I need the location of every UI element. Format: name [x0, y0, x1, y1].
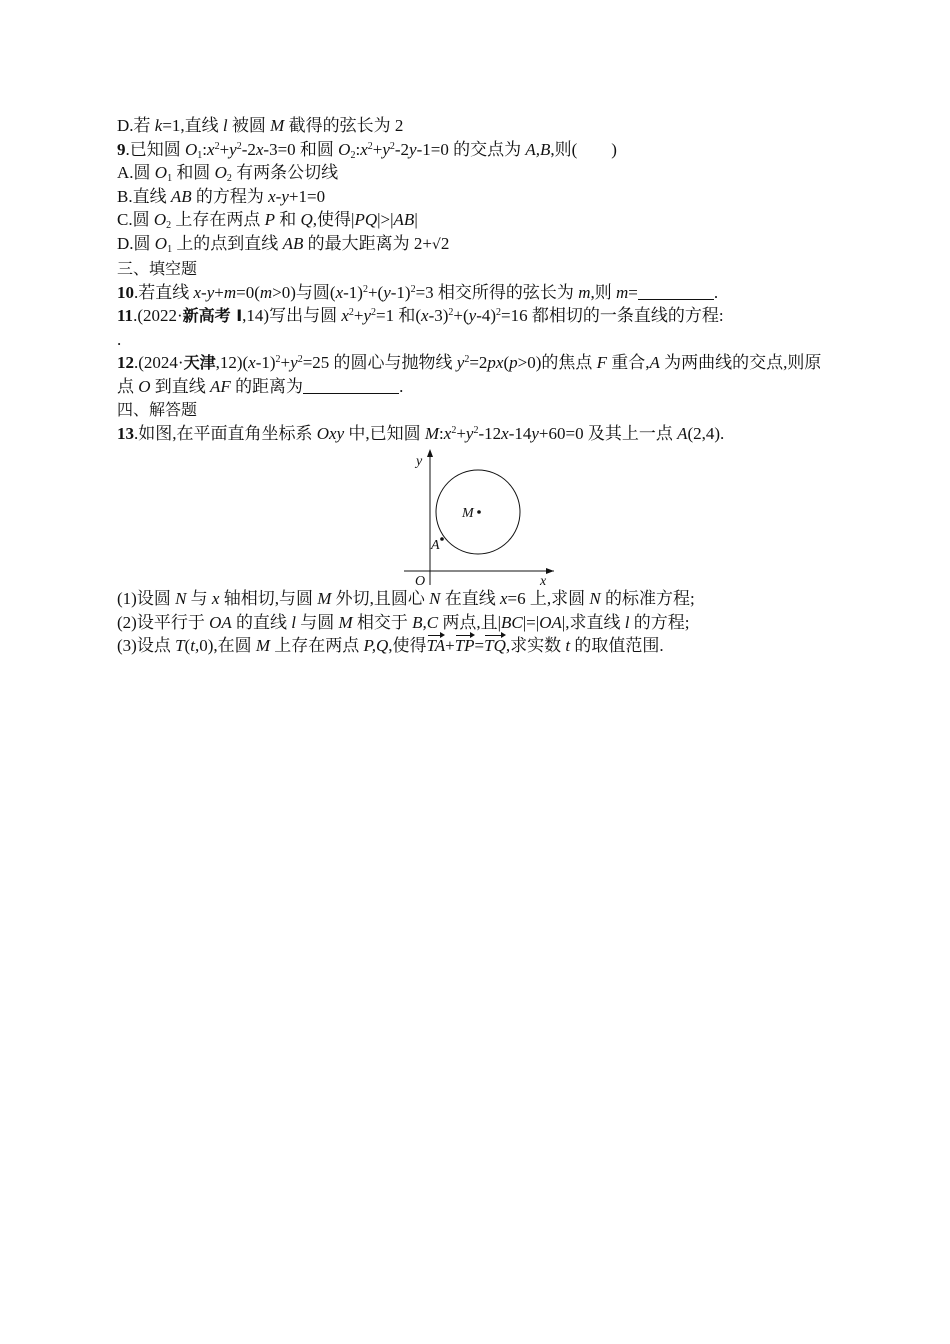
q9-option-d: D.圆 $O_1$ 上的点到直线 AB 的最大距离为 2+√2	[117, 233, 450, 255]
source-tag: 天津	[183, 353, 216, 372]
q12: 12.(2024·天津$,12)(x-1)^2+y^2=25$ 的圆心与抛物线 $y^2=2px(p>0)$的焦点 F 重合,A 为两曲线的交点,则原点 O 到直线 AF 的距离为 .	[117, 353, 822, 396]
center-point	[477, 510, 481, 514]
point-a-label: A	[431, 538, 440, 553]
section-heading-fill-in: 三、填空题	[117, 259, 198, 278]
x-axis-label: x	[540, 574, 547, 585]
document-page	[117, 114, 837, 658]
q11-tail: .	[117, 329, 122, 349]
answer-blank[interactable]	[303, 377, 399, 394]
q9-stem: 9.已知圆 $O_1:x^2+y^2-2x-3=0$ 和圆 $O_2:x^2+y^2-2y-1=0$ 的交点为 A,B,则( )	[117, 139, 617, 161]
question-number: 10	[117, 282, 134, 302]
q13-part-3: (3)设点 T(t,0),在圆 M 上存在两点 P,Q,使得TA+TP=TQ,求实数 t 的取值范围.	[117, 634, 837, 658]
center-label: M	[462, 506, 474, 521]
option-label: D.	[117, 116, 134, 135]
question-number: 12	[117, 353, 134, 372]
q10: 10.若直线 x-y+m=0(m>0)与圆$(x-1)^2+(y-1)^2=3$ 相交所得的弦长为 m,则 m= .	[117, 282, 719, 302]
q13-part-1: (1)设圆 N 与 x 轴相切,与圆 M 外切,且圆心 N 在直线 x=6 上,求圆 N 的标准方程;	[117, 589, 695, 608]
source-tag: 新高考 Ⅰ	[182, 306, 243, 325]
q13-stem: 13.如图,在平面直角坐标系 Oxy 中,已知圆 $M:x^2+y^2-12x-14y+60=0$ 及其上一点 A(2,4).	[117, 423, 725, 443]
circle-figure	[402, 445, 562, 585]
answer-blank[interactable]	[638, 283, 714, 300]
vector-ta: TA	[427, 634, 446, 658]
y-axis-arrow-icon	[427, 449, 433, 457]
question-number: 13	[117, 423, 134, 443]
q13-part-2: (2)设平行于 OA 的直线 l 与圆 M 相交于 B,C 两点,且|BC|=|OA|,求直线 l 的方程;	[117, 612, 690, 632]
q9-option-a: A.圆 $O_1$ 和圆 $O_2$ 有两条公切线	[117, 163, 339, 184]
point-a	[440, 537, 444, 541]
q9-option-b: B.直线 AB 的方程为 x-y+1=0	[117, 186, 326, 206]
vector-tp: TP	[455, 634, 475, 658]
origin-label: O	[415, 574, 426, 585]
question-number: 9	[117, 139, 126, 159]
y-axis-label: y	[416, 454, 423, 469]
vector-tq: TQ	[484, 634, 506, 658]
q9-option-c: C.圆 $O_2$ 上存在两点 P 和 Q,使得|PQ|>|AB|	[117, 210, 418, 231]
section-heading-solutions: 四、解答题	[117, 400, 198, 419]
q11: 11.(2022·新高考 Ⅰ,14)写出与圆 $x^2+y^2=1$ 和$(x-3)^2+(y-4)^2=16$ 都相切的一条直线的方程:	[117, 306, 724, 325]
q8-option-d: D.若 k=1,直线 l 被圆 M 截得的弦长为 2	[117, 116, 404, 135]
square-root-icon: √	[431, 236, 441, 253]
x-axis-arrow-icon	[546, 568, 554, 574]
question-number: 11	[117, 306, 134, 325]
